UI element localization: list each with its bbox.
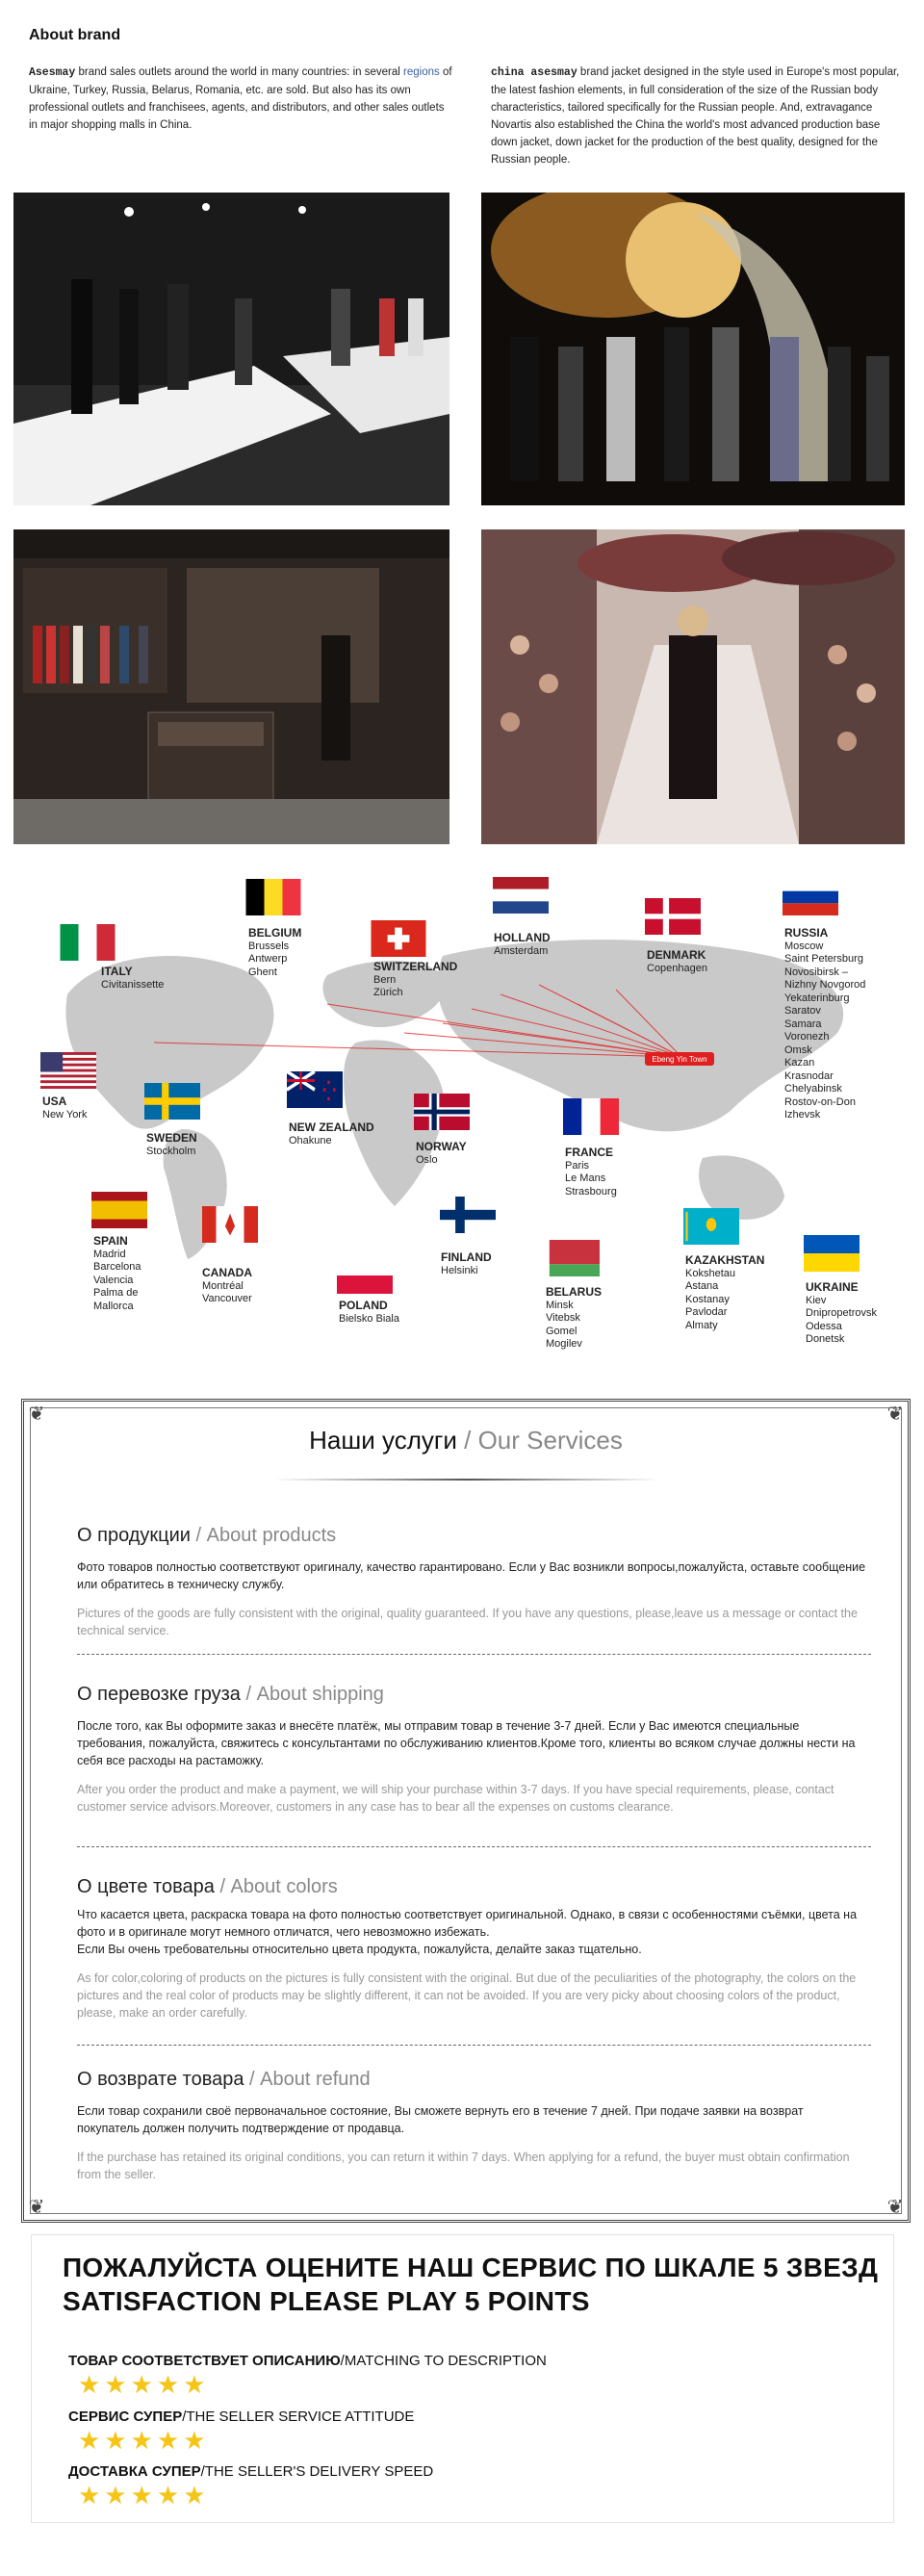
new-zealand-flag-icon: [287, 1071, 343, 1108]
belarus-flag-icon: [544, 1240, 600, 1276]
services-panel: [21, 1399, 911, 2223]
country-usa: USA New York: [42, 1095, 88, 1121]
country-belgium: BELGIUM Brussels Antwerp Ghent: [248, 926, 302, 978]
title-underline: [274, 1479, 659, 1481]
norway-flag-icon: [414, 1094, 470, 1130]
services-title-en: / Our Services: [464, 1426, 623, 1455]
canada-flag-icon: [202, 1206, 258, 1243]
section-products: [77, 1525, 866, 1639]
star-rating-icon[interactable]: ★★★★★: [78, 2481, 210, 2510]
section-heading: О возврате товара / About refund: [77, 2069, 371, 2090]
world-map-section: [0, 860, 924, 1370]
russia-flag-icon: [783, 879, 838, 915]
italy-flag-icon: [60, 924, 116, 961]
about-left-part1: brand sales outlets around the world in many countries: in several: [78, 66, 404, 78]
services-title: [24, 1426, 908, 1455]
section-heading: О цвете товара / About colors: [77, 1876, 338, 1897]
rating-panel: [31, 2234, 894, 2523]
country-poland: POLAND Bielsko Biala: [339, 1299, 399, 1325]
country-norway: NORWAY Oslo: [416, 1140, 467, 1166]
about-right-text: [491, 64, 905, 168]
section-text-ru: Если товар сохранили своё первоначальное состояние, Вы сможете вернуть его в течение 7 дней. При подаче заявки на возврат покупатель должен получить подтверждение от продавца.: [77, 2104, 804, 2135]
about-brand-title: About brand: [29, 27, 121, 43]
country-france: FRANCE Paris Le Mans Strasbourg: [565, 1146, 617, 1198]
brand-name: Asesmay: [29, 66, 76, 79]
country-canada: CANADA Montréal Vancouver: [202, 1266, 252, 1304]
poland-flag-icon: [337, 1257, 393, 1294]
about-left-highlight: regions: [403, 66, 440, 78]
services-title-ru: Наши услуги: [309, 1426, 457, 1455]
rating-title-ru: ПОЖАЛУЙСТА ОЦЕНИТЕ НАШ СЕРВИС ПО ШКАЛЕ 5 ЗВЕЗД: [63, 2253, 879, 2282]
rating-item-description: ТОВАР СООТВЕТСТВУЕТ ОПИСАНИЮ/MATCHING TO DESCRIPTION: [68, 2353, 547, 2369]
about-left-part2: of Ukraine, Turkey, Russia, Belarus, Romania, etc. are sold. But also has its own professional outlets and franchisees, agents, and distributors, and other sales outlets in major shopping malls in China.: [29, 66, 452, 131]
spain-flag-icon: [91, 1192, 147, 1228]
country-kazakhstan: KAZAKHSTAN Kokshetau Astana Kostanay Pavlodar Almaty: [685, 1253, 765, 1331]
ukraine-flag-icon: [804, 1235, 860, 1272]
denmark-flag-icon: [645, 898, 701, 935]
kazakhstan-flag-icon: [683, 1208, 739, 1245]
corner-ornament-icon: ❦: [28, 1404, 45, 1425]
country-spain: SPAIN Madrid Barcelona Valencia Palma de Mallorca: [93, 1234, 141, 1312]
runway-umbrella-photo: [481, 529, 905, 844]
section-text-ru: Фото товаров полностью соответствуют оригиналу, качество гарантировано. Если у Вас возникли вопросы,пожалуйста, оставьте сообщение или обратитесь в техническу службу.: [77, 1560, 866, 1591]
about-right-body: brand jacket designed in the style used in Europe's most popular, the latest fashion elements, in full consideration of the size of the Russian body characteristics, tailored specifically for the Russian people. And, extravagance Novartis also established the China the world's most advanced production base down jacket, down jacket for the production of the best quality, designed for the Russian people.: [491, 66, 900, 166]
section-divider: [77, 2045, 871, 2046]
belgium-flag-icon: [245, 879, 301, 915]
country-finland: FINLAND Helsinki: [441, 1250, 492, 1276]
country-switzerland: SWITZERLAND Bern Zürich: [373, 960, 458, 998]
country-denmark: DENMARK Copenhagen: [647, 948, 708, 974]
section-text-en: Pictures of the goods are fully consistent with the original, quality guaranteed. If you have any questions, please,leave us a message or contact the technical service.: [77, 1607, 858, 1637]
section-refund: [77, 2069, 866, 2183]
section-divider: [77, 1654, 871, 1655]
country-new-zealand: NEW ZEALAND Ohakune: [289, 1121, 374, 1146]
about-left-text: [29, 64, 452, 134]
section-heading: О продукции / About products: [77, 1525, 337, 1546]
rating-item-delivery: ДОСТАВКА СУПЕР/THE SELLER'S DELIVERY SPEED: [68, 2463, 434, 2480]
corner-ornament-icon: ❦: [886, 2197, 904, 2218]
store-interior-photo: [13, 529, 449, 844]
brand-name-china: china asesmay: [491, 66, 578, 79]
runway-photo-lights: [481, 193, 905, 505]
country-holland: HOLLAND Amsterdam: [494, 931, 551, 957]
section-heading: О перевозке груза / About shipping: [77, 1684, 384, 1705]
country-russia: RUSSIA Moscow Saint Petersburg Novosibirsk – Nizhny Novgorod Yekaterinburg Saratov Samara Voronezh Omsk Kazan Krasnodar Chelyabinsk Rostov-on-Don Izhevsk: [784, 926, 866, 1121]
showroom-photo-white: [13, 193, 449, 505]
origin-badge: Ebeng Yin Town: [652, 1055, 707, 1064]
star-rating-icon[interactable]: ★★★★★: [78, 2370, 210, 2399]
switzerland-flag-icon: [371, 920, 426, 957]
section-colors: [77, 1876, 866, 2022]
section-divider: [77, 1846, 871, 1847]
usa-flag-icon: [40, 1052, 96, 1089]
sweden-flag-icon: [144, 1083, 200, 1120]
rating-title-en: SATISFACTION PLEASE PLAY 5 POINTS: [63, 2286, 590, 2316]
star-rating-icon[interactable]: ★★★★★: [78, 2426, 210, 2455]
country-belarus: BELARUS Minsk Vitebsk Gomel Mogilev: [546, 1285, 603, 1350]
country-ukraine: UKRAINE Kiev Dnipropetrovsk Odessa Donetsk: [806, 1280, 877, 1345]
rating-item-service: СЕРВИС СУПЕР/THE SELLER SERVICE ATTITUDE: [68, 2409, 415, 2425]
country-sweden: SWEDEN Stockholm: [146, 1131, 197, 1157]
holland-flag-icon: [493, 877, 549, 914]
section-text-en: As for color,coloring of products on the pictures is fully consistent with the original. But due of the peculiarities of the photography, the colors on the pictures and the real color of products may be slightly different, it can not be avoided. If you are very picky about choosing colors of the product, please, make an order carefully.: [77, 1971, 857, 2020]
section-text-en: After you order the product and make a payment, we will ship your purchase within 3-7 days. If you have special requirements, please, contact customer service advisors.Moreover, customers in any case has to bear all the expenses on customs clearance.: [77, 1783, 834, 1814]
finland-flag-icon: [440, 1197, 496, 1233]
corner-ornament-icon: ❦: [886, 1404, 904, 1425]
section-text-en: If the purchase has retained its original conditions, you can return it within 7 days. When applying for a refund, the buyer must obtain confirmation from the seller.: [77, 2151, 850, 2181]
corner-ornament-icon: ❦: [28, 2197, 45, 2218]
france-flag-icon: [563, 1098, 619, 1135]
country-italy: ITALY Civitanissette: [101, 965, 165, 991]
section-text-ru: После того, как Вы оформите заказ и внесёте платёж, мы отправим товар в течение 3-7 дней. Если у Вас имеются специальные требования, пожалуйста, свяжитесь с консультантами по обслуживанию клиентов.Кроме того, клиенты во всяком случае должны нести на себя все расходы на растаможку.: [77, 1719, 856, 1767]
section-text-ru: Что касается цвета, раскраска товара на фото полностью соответствует оригинальной. Однако, в связи с особенностями съёмки, цвета на фото и в оригинале могут немного отличатся, чего невозможно избежать. Если Вы очень требовательны относительно цвета продукта, пожалуйста, делайте заказ тщательно.: [77, 1908, 858, 1956]
section-shipping: [77, 1684, 866, 1816]
